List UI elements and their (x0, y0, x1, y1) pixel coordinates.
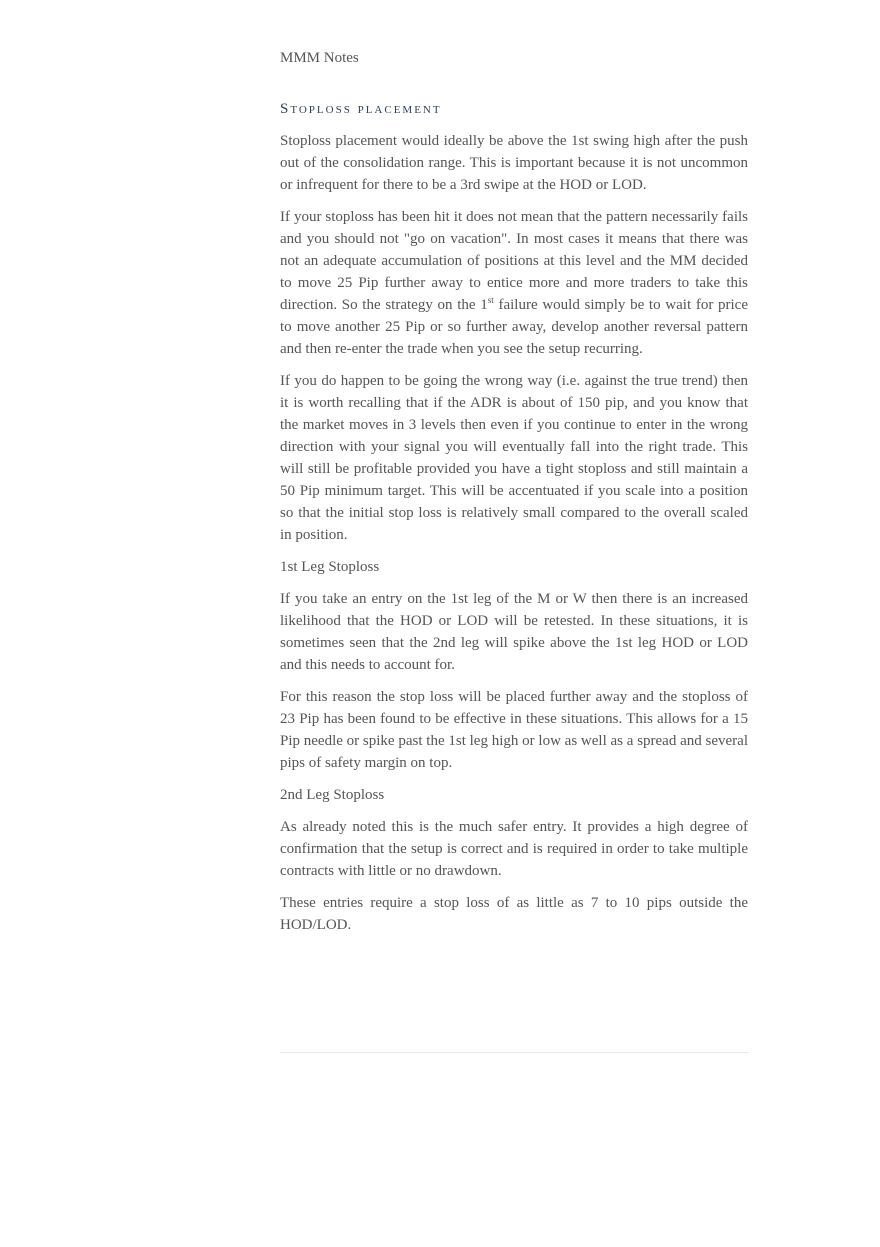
ordinal-suffix: st (487, 295, 494, 305)
subheading-2nd-leg-stoploss: 2nd Leg Stoploss (280, 787, 385, 803)
paragraph-1st-leg-entry: If you take an entry on the 1st leg of the M or W then there is an increased likelihood that the HOD or LOD will be retested. In these situations, it is sometimes seen that the 2nd leg will spike above the 1st leg HOD or LOD and this needs to account for. (280, 591, 748, 673)
paragraph-2nd-leg-stop-distance: These entries require a stop loss of as little as 7 to 10 pips outside the HOD/LOD. (280, 895, 748, 933)
subheading-1st-leg-stoploss: 1st Leg Stoploss (280, 559, 380, 575)
paragraph-stoploss-placement: Stoploss placement would ideally be above the 1st swing high after the push out of the consolidation range. This is important because it is not uncommon or infrequent for there to be a 3rd swipe at the HOD or LOD. (280, 133, 748, 193)
paragraph-2nd-leg-entry: As already noted this is the much safer entry. It provides a high degree of confirmation that the setup is correct and is required in order to take multiple contracts with little or no drawdown. (280, 819, 748, 879)
paragraph-1st-leg-stop-distance: For this reason the stop loss will be placed further away and the stoploss of 23 Pip has been found to be effective in these situations. This allows for a 15 Pip needle or spike past the 1st leg high or low as well as a spread and several pips of safety margin on top. (280, 689, 748, 771)
paragraph-text: If your stoploss has been hit it does not mean that the pattern necessarily fails and you should not "go on vacation". In most cases it means that there was not an adequate accumulation of positions at this level and the MM decided to move 25 Pip further away to entice more and more traders to take this direction. So the strategy on the 1 (280, 209, 748, 313)
running-header: MMM Notes (280, 50, 359, 66)
footer-divider (280, 1052, 748, 1053)
paragraph-stoploss-hit (280, 206, 748, 360)
paragraph-text: failure would simply be to wait for price to move another 25 Pip or so further away, develop another reversal pattern and then re-enter the trade when you see the setup recurring. (280, 297, 748, 357)
section-heading: Stoploss placement (280, 101, 442, 117)
body-text (280, 130, 748, 946)
paragraph-wrong-way: If you do happen to be going the wrong way (i.e. against the true trend) then it is worth recalling that if the ADR is about of 150 pip, and you know that the market moves in 3 levels then even if you continue to enter in the wrong direction with your signal you will eventually fall into the right trade. This will still be profitable provided you have a tight stoploss and still maintain a 50 Pip minimum target. This will be accentuated if you scale into a position so that the initial stop loss is relatively small compared to the overall scaled in position. (280, 373, 748, 543)
